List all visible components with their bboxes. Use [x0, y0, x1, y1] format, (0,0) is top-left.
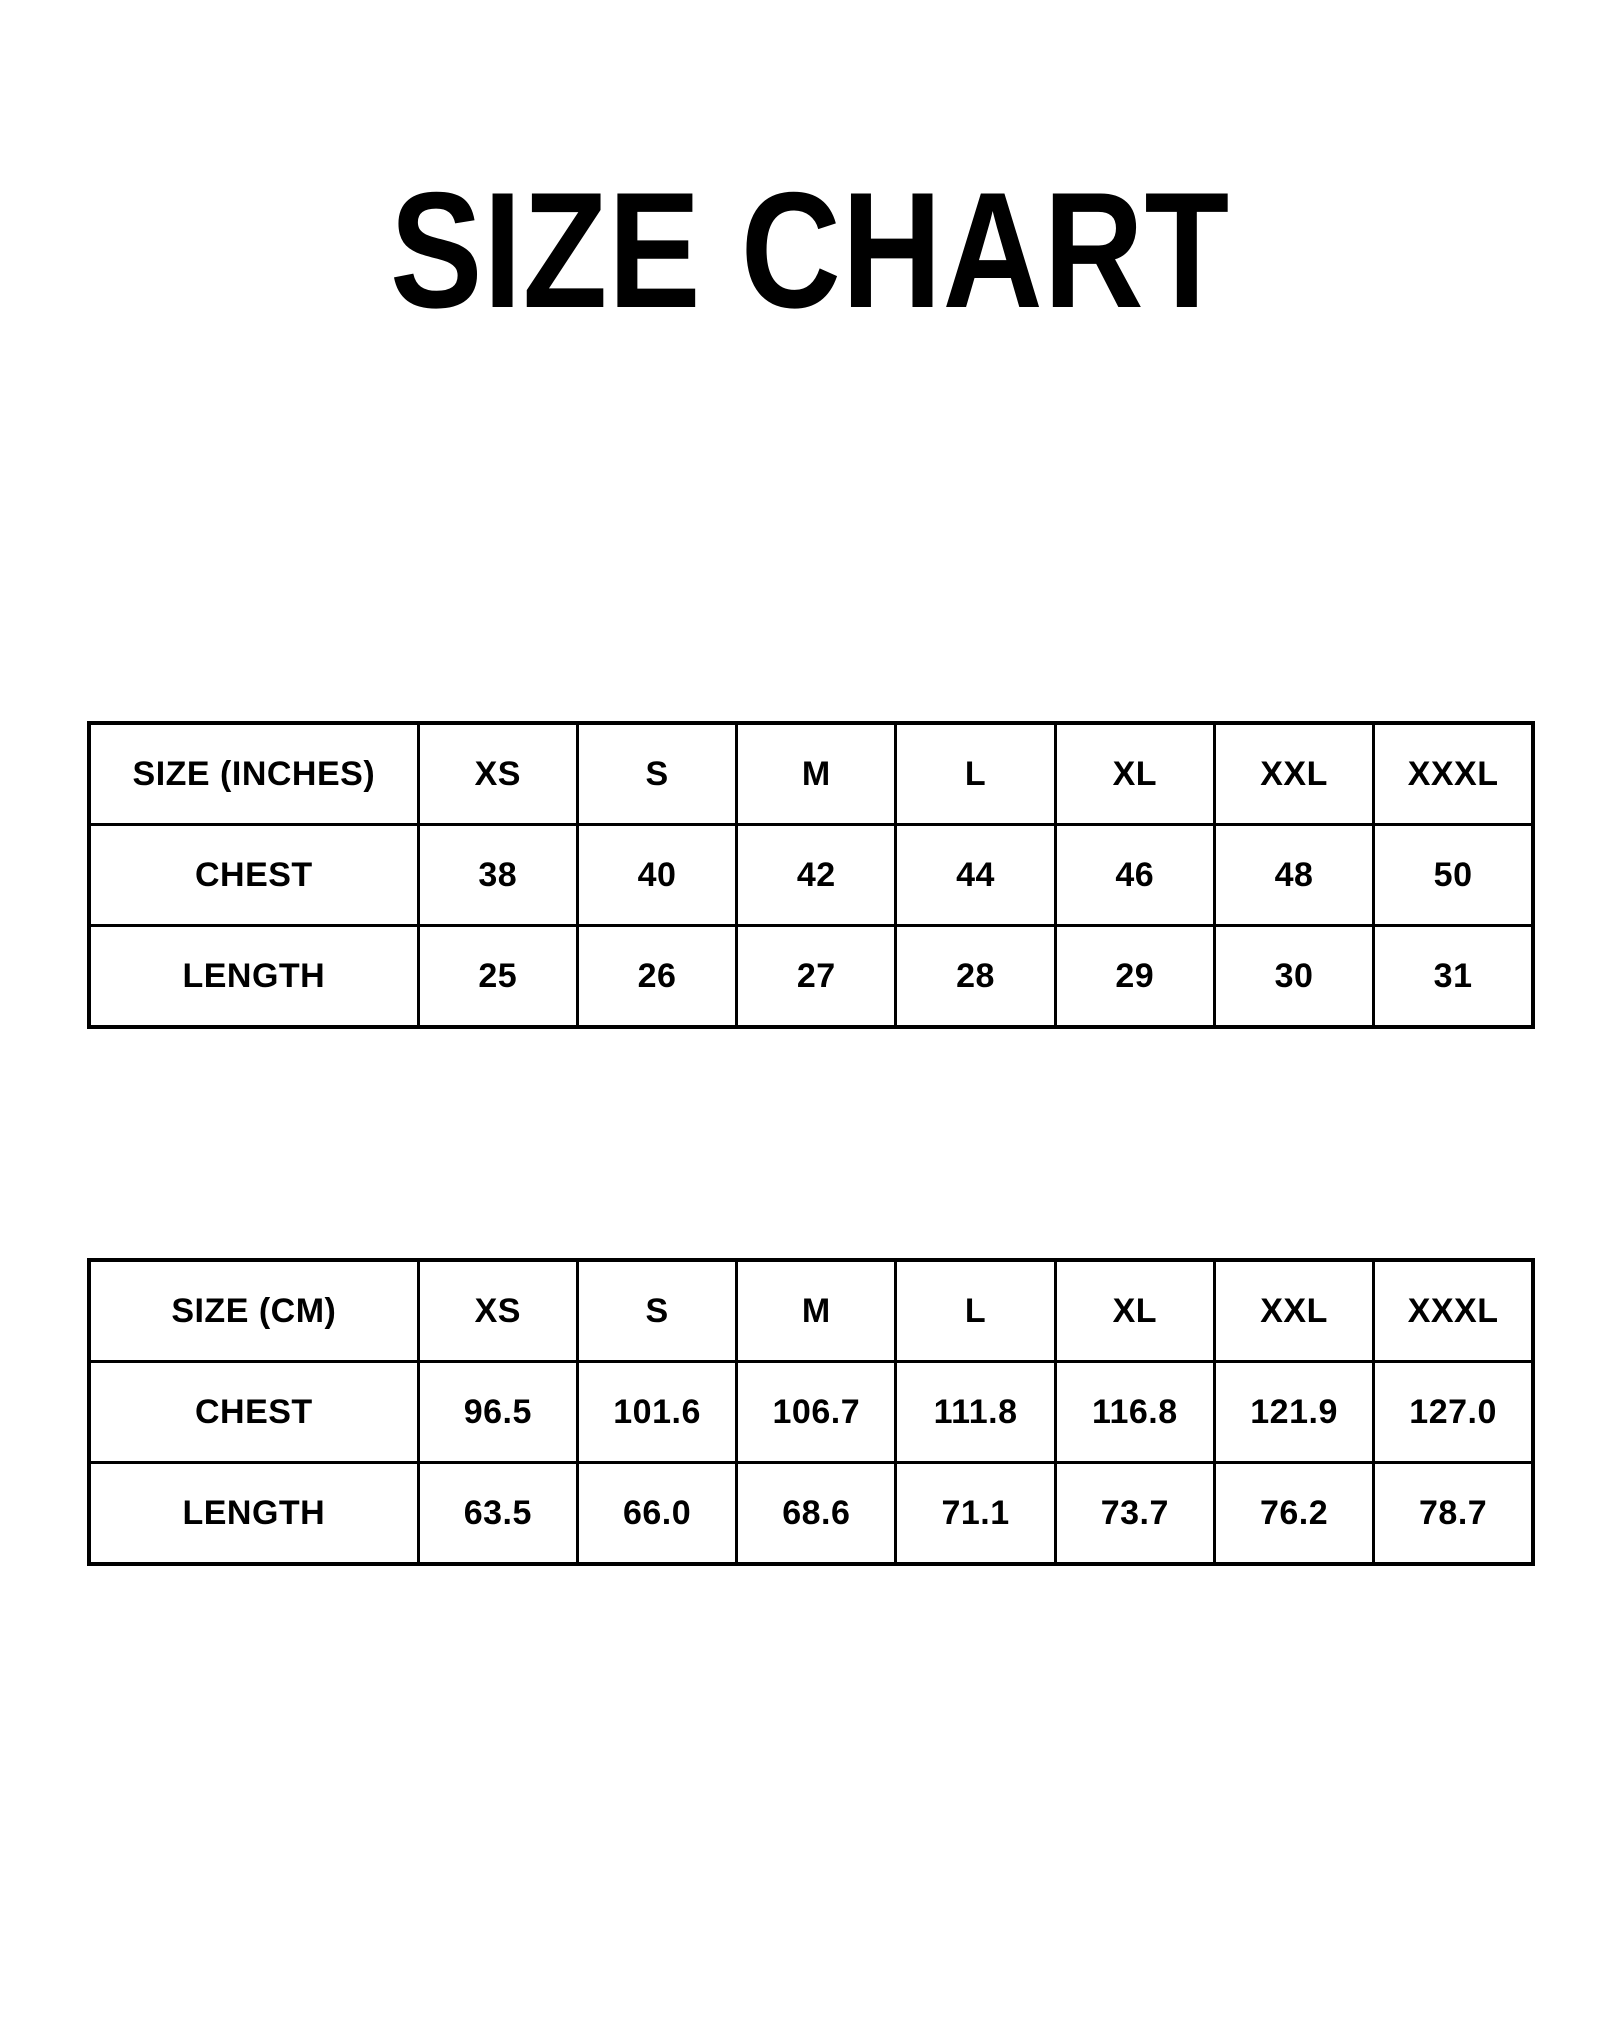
row-label-cell: CHEST — [89, 1362, 418, 1463]
table-row-length — [89, 1463, 1533, 1565]
value-cell: 46 — [1055, 825, 1214, 926]
value-cell: 28 — [896, 926, 1055, 1028]
value-cell: 96.5 — [418, 1362, 577, 1463]
row-label-cell: LENGTH — [89, 926, 418, 1028]
size-table-cm — [87, 1258, 1535, 1566]
header-cell-xs: XS — [418, 1260, 577, 1362]
header-cell-xxl: XXL — [1214, 1260, 1373, 1362]
row-label-cell: CHEST — [89, 825, 418, 926]
value-cell: 66.0 — [577, 1463, 736, 1565]
row-label-cell: LENGTH — [89, 1463, 418, 1565]
value-cell: 127.0 — [1374, 1362, 1533, 1463]
table-row-chest — [89, 825, 1533, 926]
value-cell: 27 — [737, 926, 896, 1028]
value-cell: 42 — [737, 825, 896, 926]
table-row-chest — [89, 1362, 1533, 1463]
header-cell-xxxl: XXXL — [1374, 1260, 1533, 1362]
value-cell: 30 — [1214, 926, 1373, 1028]
value-cell: 40 — [577, 825, 736, 926]
value-cell: 73.7 — [1055, 1463, 1214, 1565]
table-header-row — [89, 723, 1533, 825]
value-cell: 44 — [896, 825, 1055, 926]
header-cell-s: S — [577, 723, 736, 825]
header-cell-xs: XS — [418, 723, 577, 825]
header-cell-size-inches: SIZE (INCHES) — [89, 723, 418, 825]
page-title-text: SIZE CHART — [390, 158, 1230, 342]
value-cell: 63.5 — [418, 1463, 577, 1565]
value-cell: 31 — [1374, 926, 1533, 1028]
value-cell: 106.7 — [737, 1362, 896, 1463]
value-cell: 48 — [1214, 825, 1373, 926]
value-cell: 121.9 — [1214, 1362, 1373, 1463]
value-cell: 38 — [418, 825, 577, 926]
value-cell: 50 — [1374, 825, 1533, 926]
header-cell-s: S — [577, 1260, 736, 1362]
header-cell-l: L — [896, 723, 1055, 825]
size-table-inches — [87, 721, 1535, 1029]
table-header-row — [89, 1260, 1533, 1362]
value-cell: 71.1 — [896, 1463, 1055, 1565]
value-cell: 26 — [577, 926, 736, 1028]
page-title — [0, 158, 1620, 342]
value-cell: 76.2 — [1214, 1463, 1373, 1565]
header-cell-l: L — [896, 1260, 1055, 1362]
value-cell: 68.6 — [737, 1463, 896, 1565]
header-cell-xxxl: XXXL — [1374, 723, 1533, 825]
header-cell-m: M — [737, 1260, 896, 1362]
header-cell-xxl: XXL — [1214, 723, 1373, 825]
value-cell: 29 — [1055, 926, 1214, 1028]
value-cell: 116.8 — [1055, 1362, 1214, 1463]
header-cell-size-cm: SIZE (CM) — [89, 1260, 418, 1362]
header-cell-xl: XL — [1055, 723, 1214, 825]
value-cell: 78.7 — [1374, 1463, 1533, 1565]
table-row-length — [89, 926, 1533, 1028]
header-cell-m: M — [737, 723, 896, 825]
header-cell-xl: XL — [1055, 1260, 1214, 1362]
value-cell: 25 — [418, 926, 577, 1028]
value-cell: 111.8 — [896, 1362, 1055, 1463]
value-cell: 101.6 — [577, 1362, 736, 1463]
